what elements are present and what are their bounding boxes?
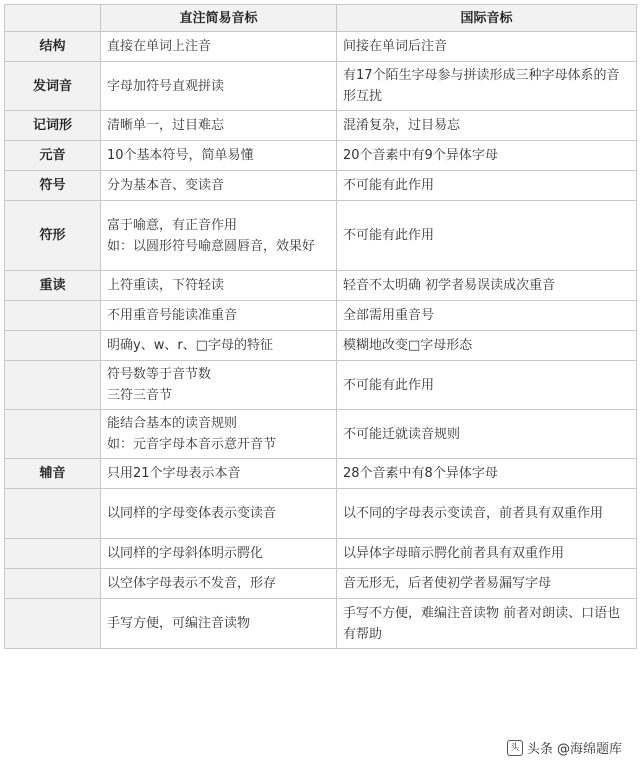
row-label: 元音 <box>5 141 101 171</box>
cell-line: 音无形无，后者使初学者易漏写字母 <box>343 576 552 591</box>
cell-line: 以同样的字母斜体明示腭化 <box>107 546 264 561</box>
cell-line: 不可能有此作用 <box>343 377 435 393</box>
cell-line: 不可能有此作用 <box>343 178 435 193</box>
cell-line: 混淆复杂，过目易忘 <box>343 118 461 133</box>
cell-simple <box>101 171 337 201</box>
cell-line: 字母加符号直观拼读 <box>107 78 225 94</box>
table-row <box>5 301 637 331</box>
table-row <box>5 171 637 201</box>
cell-ipa <box>337 301 637 331</box>
table-row <box>5 489 637 539</box>
cell-line: 全部需用重音号 <box>343 308 435 323</box>
cell-line: 分为基本音、变读音 <box>107 178 225 193</box>
row-label: 结构 <box>5 32 101 62</box>
row-label <box>5 489 101 539</box>
cell-line: 能结合基本的读音规则 <box>107 416 238 431</box>
row-label: 辅音 <box>5 459 101 489</box>
cell-line: 手写不方便，难编注音读物 前者对朗读、口语也有帮助 <box>343 605 621 642</box>
header-corner <box>5 5 101 32</box>
cell-ipa <box>337 539 637 569</box>
cell-line: 富于喻意，有正音作用 <box>107 217 238 233</box>
cell-simple <box>101 539 337 569</box>
table-row <box>5 201 637 271</box>
row-label: 记词形 <box>5 111 101 141</box>
cell-line: 三符三音节 <box>107 388 173 403</box>
cell-line: 只用21个字母表示本音 <box>107 466 241 481</box>
row-label: 发词音 <box>5 62 101 111</box>
row-label <box>5 301 101 331</box>
cell-simple <box>101 62 337 111</box>
cell-line: 手写方便，可编注音读物 <box>107 616 251 631</box>
cell-ipa <box>337 32 637 62</box>
cell-line: 不用重音号能读准重音 <box>107 308 238 323</box>
cell-line: 不可能迁就读音规则 <box>343 426 461 442</box>
cell-line: 20个音素中有9个异体字母 <box>343 148 498 163</box>
table-row <box>5 539 637 569</box>
cell-line: 直接在单词上注音 <box>107 39 212 54</box>
table-row <box>5 111 637 141</box>
table-body <box>5 32 637 649</box>
cell-line: 轻音不太明确 初学者易误读成次重音 <box>343 278 556 293</box>
table-row <box>5 599 637 649</box>
cell-ipa <box>337 489 637 539</box>
cell-line: 以空体字母表示不发音，形存 <box>107 576 277 591</box>
cell-ipa <box>337 459 637 489</box>
cell-line: 不可能有此作用 <box>343 228 435 243</box>
cell-line: 以不同的字母表示变读音，前者具有双重作用 <box>343 506 604 521</box>
cell-simple <box>101 489 337 539</box>
cell-simple <box>101 410 337 459</box>
row-label: 符号 <box>5 171 101 201</box>
row-label <box>5 361 101 410</box>
cell-ipa <box>337 361 637 410</box>
row-label <box>5 569 101 599</box>
cell-simple <box>101 361 337 410</box>
cell-simple <box>101 331 337 361</box>
cell-ipa <box>337 410 637 459</box>
cell-line: 间接在单词后注音 <box>343 39 448 54</box>
cell-line: 以同样的字母变体表示变读音 <box>107 506 277 521</box>
header-simple: 直注简易音标 <box>101 5 337 32</box>
cell-line: 模糊地改变□字母形态 <box>343 338 473 353</box>
cell-simple <box>101 301 337 331</box>
row-label <box>5 410 101 459</box>
table-row <box>5 569 637 599</box>
cell-simple <box>101 32 337 62</box>
table-row <box>5 410 637 459</box>
row-label <box>5 539 101 569</box>
cell-ipa <box>337 331 637 361</box>
row-label: 符形 <box>5 201 101 271</box>
cell-line: 28个音素中有8个异体字母 <box>343 466 498 481</box>
cell-line: 清晰单一，过目难忘 <box>107 118 225 133</box>
row-label <box>5 331 101 361</box>
toutiao-logo-icon: 头 <box>507 740 523 756</box>
cell-line: 上符重读，下符轻读 <box>107 278 225 293</box>
cell-simple <box>101 599 337 649</box>
header-ipa: 国际音标 <box>337 5 637 32</box>
watermark <box>503 736 626 759</box>
cell-ipa <box>337 62 637 111</box>
cell-ipa <box>337 599 637 649</box>
cell-line: 有17个陌生字母参与拼读形成三种字母体系的音形互扰 <box>343 68 620 104</box>
cell-ipa <box>337 569 637 599</box>
row-label: 重读 <box>5 271 101 301</box>
cell-line: 10个基本符号，简单易懂 <box>107 148 254 163</box>
cell-line: 如：元音字母本音示意开音节 <box>107 437 277 452</box>
cell-simple <box>101 569 337 599</box>
cell-simple <box>101 141 337 171</box>
cell-simple <box>101 201 337 271</box>
table-row <box>5 271 637 301</box>
row-label <box>5 599 101 649</box>
table-row <box>5 331 637 361</box>
cell-ipa <box>337 201 637 271</box>
table-row <box>5 459 637 489</box>
comparison-table <box>4 4 637 649</box>
cell-line: 符号数等于音节数 <box>107 367 212 382</box>
table-row <box>5 141 637 171</box>
watermark-text: 头条 @海绵题库 <box>526 742 622 757</box>
table-row <box>5 62 637 111</box>
cell-ipa <box>337 271 637 301</box>
cell-simple <box>101 111 337 141</box>
table-row <box>5 32 637 62</box>
cell-line: 以异体字母暗示腭化前者具有双重作用 <box>343 546 565 561</box>
header-row <box>5 5 637 32</box>
cell-simple <box>101 271 337 301</box>
cell-line: 如：以圆形符号喻意圆唇音，效果好 <box>107 238 316 254</box>
cell-line: 明确y、w、r、□字母的特征 <box>107 338 273 353</box>
cell-ipa <box>337 111 637 141</box>
cell-ipa <box>337 141 637 171</box>
cell-simple <box>101 459 337 489</box>
cell-ipa <box>337 171 637 201</box>
table-row <box>5 361 637 410</box>
